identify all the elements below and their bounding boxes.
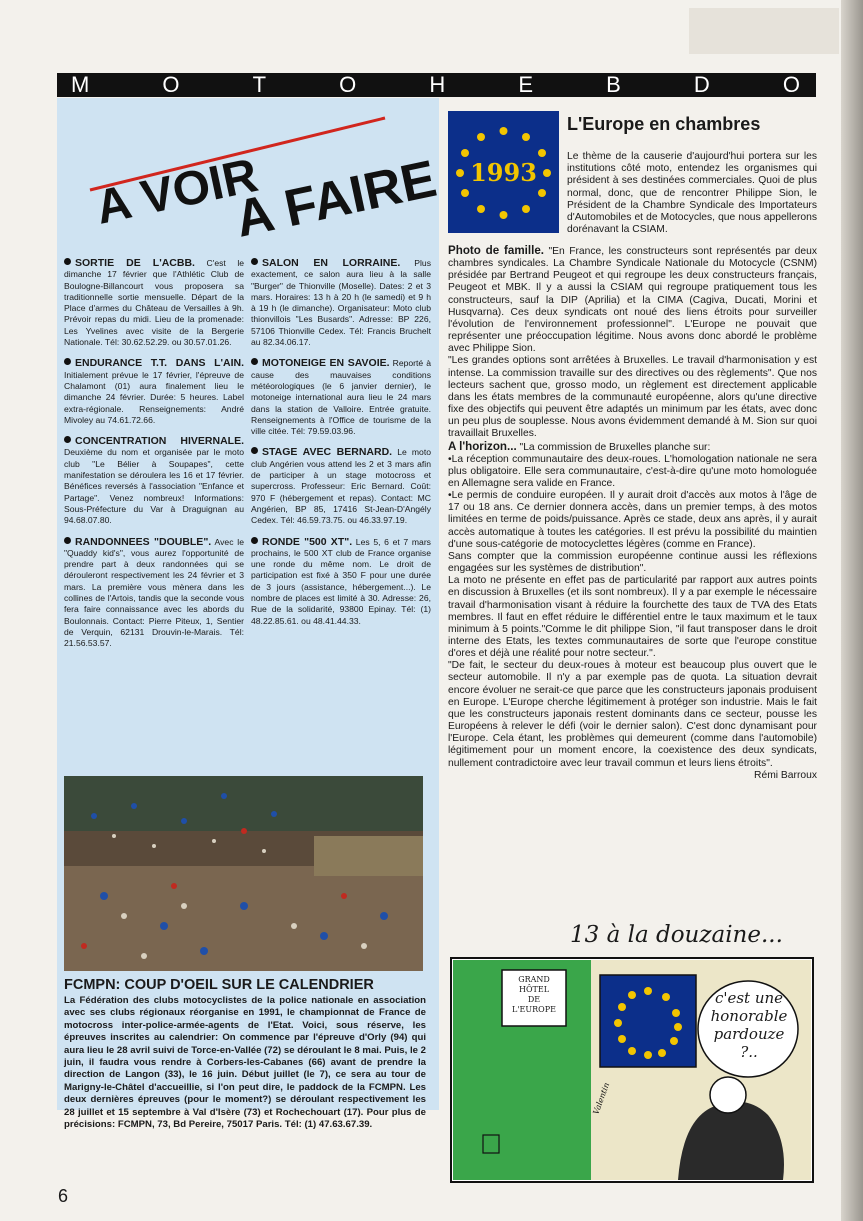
article-bullet: •La réception communautaire des deux-roues. L'homologation nationale ne sera plus obligatoire. Elle sera communautaire, c'est-à-dire qu'une moto homologuée en Allemagne sera valide en France. — [448, 453, 817, 489]
motocross-crowd-photo — [64, 776, 423, 971]
event-title: ENDURANCE T.T. DANS L'AIN. — [75, 357, 244, 370]
article-text: "La commission de Bruxelles planche sur: — [519, 441, 711, 453]
event-item — [251, 358, 431, 437]
cartoon-signature: Valentin — [591, 1081, 612, 1116]
fcmpn-box — [64, 977, 426, 1131]
events-column-left — [64, 258, 244, 660]
masthead-letter: D — [693, 72, 712, 97]
bullet-icon — [251, 447, 258, 454]
article-lead: Photo de famille. — [448, 244, 544, 257]
eu-1993-badge — [448, 111, 559, 233]
article-paragraph: Sans compter que la commission européenne continue aussi les réflexions engagées sur les systèmes de distribution". — [448, 550, 817, 575]
masthead-letter: M — [71, 72, 92, 97]
cartoon-title: 13 à la douzaine... — [570, 922, 783, 948]
cartoon-illustration — [448, 955, 816, 1185]
masthead-letter: B — [606, 72, 623, 97]
sign-line: GRAND — [518, 975, 550, 984]
event-item — [64, 358, 244, 426]
event-title: SALON EN LORRAINE. — [262, 257, 401, 269]
faded-corner-box — [689, 8, 839, 54]
event-item — [64, 436, 244, 526]
article-paragraph — [448, 245, 817, 355]
event-item — [251, 537, 431, 627]
event-text: Reporté à cause des mauvaises conditions météorologiques (le 6 janvier dernier), le motoneige international aura lieu le 24 mars dans la station de Valloire. Entrée gratuite. Renseignements à l'Office de tourisme de la ville citée. Tél: 79.59.03.96. — [251, 358, 432, 437]
event-text: Initialement prévue le 17 février, l'épreuve de Chalamont (01) aura finalement lieu le dimanche 24 février. Durée: 5 heures. Label extra-régionale. Renseignements: André Mivoley au 74.61.72.66. — [64, 369, 244, 425]
event-title: RONDE "500 XT". — [262, 535, 353, 548]
bullet-icon — [64, 258, 71, 265]
sign-line: HÔTEL — [518, 985, 550, 994]
event-text: Les 5, 6 et 7 mars prochains, le 500 XT club de France organise une ronde du même nom. Le droit de participation est fixé à 350 F pour une durée de 3 jours (assistance, hébergement...). Le nombre de places est limité à 30. Adresse: 26, Rue de la solidarité, 93800 Epinay. Tél: (1) 48.22.85.61. ou 48.41.44.33. — [251, 536, 431, 626]
article-intro: Le thème de la causerie d'aujourd'hui portera sur les institutions côté moto, entendez les organismes qui président à ses destinées commerciales. Quoi de plus normal, donc, que de rencontrer Philippe Sion, le Président de la Chambre Syndicale des Importateurs d'Automobiles et de Motocycles, que nous appellerons dorénavant la CSIAM. — [567, 151, 817, 236]
article-body — [448, 245, 817, 782]
bullet-icon — [251, 258, 258, 265]
event-title: SORTIE DE L'ACBB. — [75, 257, 195, 269]
article-paragraph: "De fait, le secteur du deux-roues à moteur est beaucoup plus ouvert que le secteur automobile. Il n'y a par exemple pas de quota. La situation devrait encore évoluer ne serait-ce que parce que les constructeurs japonais produisent en Europe. L'Europe cherche légitimement à protéger son industrie. Mais le fait que les constructeurs japonais restent dominants dans ce secteur, pousse les Européens à relever le défi (voir le dernier salon). C'est donc dynamisant pour l'Europe. Cela étant, les problèmes qui demeurent (comme dans l'automobile) légitimement pour un moment encore, la coexistence des deux syndicats, nullement contradictoire avec leur travail commun et leurs liens étroits". — [448, 660, 817, 769]
page-edge-shadow — [841, 0, 863, 1221]
event-text: C'est le dimanche 17 février que l'Athlétic Club de Boulogne-Billancourt vous proposera sa traditionnelle sortie mensuelle. Départ de la Place d'armes du Château de Versailles à 9h. Prévoir repas du midi. Lieu de la promenade: Les Yvelines avec visite de la Bergerie Nationale. Tél: 30.62.52.29. ou 30.57.01.26. — [64, 258, 245, 348]
masthead-letter: H — [429, 72, 448, 97]
eu-year: 1993 — [470, 158, 537, 187]
hero-title — [80, 112, 442, 254]
article-lead: A l'horizon... — [448, 439, 517, 453]
article-text: "En France, les constructeurs sont représentés par deux chambres syndicales. La Chambre Syndicale Nationale du Motocycle (CSNM) présidée par Bertrand Peugeot et qui regroupe les deux constructeurs français, Peugeot et MBK. Il y a aussi la CSIAM qui regroupe pratiquement tous les constructeurs, sauf la DIP (Aprilia) et la CIMA (Cagiva, Ducati, Morini et Husqvarna). Ces deux syndicats ont noué des liens étroits pour surveiller l'évolution de l'environnement professionnel". L'Europe ne pouvait que représenter une préoccupation légitime. Nous avons donc abordé le problème avec Philippe Sion. — [448, 246, 817, 355]
events-column-right — [251, 258, 431, 637]
event-text: Le moto club Angérien vous attend les 2 et 3 mars afin de participer à un stage motocross et supercross. Professeur: Eric Bernard. Coût: 970 F (hébergement et repas). Contact: MC Angérien, BP 85, 17416 St-Jean-D'Angély Cedex. Tél: 46.59.73.75. ou 46.33.97.19. — [251, 447, 431, 526]
masthead-letter: O — [162, 72, 182, 97]
event-item — [251, 447, 431, 526]
event-title: RANDONNEES "DOUBLE". — [75, 535, 212, 548]
masthead-letter: E — [518, 72, 535, 97]
event-title: MOTONEIGE EN SAVOIE. — [262, 357, 390, 370]
sign-line: DE — [527, 995, 541, 1004]
event-item — [251, 258, 431, 348]
event-text: Avec le "Quaddy kid's", vous aurez l'opportunité de prendre part à deux randonnées qui se dérouleront respectivement les 24 février et 3 mars. La première vous mènera dans les collines de l'Artois, tandis que la seconde vous fera faire connaissance avec les abords du Boulonnais. Contact: Pierre Piteux, 1, Sentier de Verquin, 62131 Drouvin-le-Marais. Tél: 21.56.53.57. — [64, 536, 244, 649]
article-bullet: •Le permis de conduire européen. Il y aurait droit d'accès aux motos à l'âge de 17 ou 18 ans. Ce dernier donnera accès, dans un premier temps, à des motos limitées en terme de poids/puissance. Après ce stade, deux ans après, il y aurait accès automatique à toutes les catégories. Il est prévu la possibilité du maintien d'une sous-catégorie de motocyclettes légères (comme en France). — [448, 490, 817, 550]
masthead-letter: T — [252, 72, 269, 97]
sign-line: L'EUROPE — [512, 1005, 556, 1014]
masthead-letter: O — [782, 72, 802, 97]
bullet-icon — [64, 358, 71, 365]
article-paragraph: La moto ne présente en effet pas de particularité par rapport aux autres points en discussion à Bruxelles (et ils sont nombreux). Il y a par exemple le nécessaire travail d'harmonisation visant à réduire la fourchette des taux de TVA des Etats membres. Il faut en effet réduire le différentiel entre le taux maximum et le taux minimum à 5 points."Comme le dit philippe Sion, "il faut transposer dans le droit interne des Etats, les textes communautaires de sorte que l'europe constitue d'ores et déjà une réalité pour notre secteur.". — [448, 575, 817, 660]
bullet-icon — [64, 537, 71, 544]
event-item — [64, 537, 244, 650]
bullet-icon — [251, 358, 258, 365]
article-title: L'Europe en chambres — [567, 114, 761, 134]
article-paragraph: "Les grandes options sont arrêtées à Bruxelles. Le travail d'harmonisation y est intense. La commission travaille sur des directives ou des règlements". Que nos lecteurs sachent que, grosso modo, un règlement est directement applicable dans les états membres de la communauté européenne, alors qu'une directive fixe des objectifs qui peuvent être adaptés un minimum par les états, avec donc un peu plus de souplesse. Nous avons évidemment demandé à M. Sion sur quoi travaillait Bruxelles. — [448, 355, 817, 440]
bullet-icon — [251, 537, 258, 544]
article-author: Rémi Barroux — [754, 769, 817, 781]
masthead-bar — [57, 73, 816, 97]
hero-line-1: A VOIR — [91, 148, 263, 235]
speech-bubble-text: c'est une honorable pardouze ?.. — [710, 989, 788, 1061]
event-text: Deuxième du nom et organisée par le moto club "Le Bélier à Soupapes", cette manifestation se déroulera les 16 et 17 février. Bénéfices reversés à l'association "Enfance et Partage". Venez nombreux! Informations: Sous-Préfecture du Var à Draguignan au 94.68.07.80. — [64, 447, 244, 526]
event-title: CONCENTRATION HIVERNALE. — [75, 435, 244, 448]
event-item — [64, 258, 244, 348]
masthead-letter: O — [339, 72, 359, 97]
event-text: Plus exactement, ce salon aura lieu à la salle "Burger" de Thionville (Moselle). Dates: 2 et 3 mars. Horaires: 13 h à 20 h (le samedi) et 9 h à 19 h (le dimanche). Organisateur: Moto club thionvillois "Les Busards". Adresse: BP 226, 57106 Thionville Cedex. Tél: Francis Bruchelt au 82.34.06.17. — [251, 258, 431, 348]
bullet-icon — [64, 436, 71, 443]
hero-line-2: A FAIRE — [230, 149, 442, 249]
fcmpn-title: FCMPN: COUP D'OEIL SUR LE CALENDRIER — [64, 977, 374, 993]
article-paragraph — [448, 441, 817, 454]
hotel-sign-text — [506, 975, 562, 1015]
fcmpn-text: La Fédération des clubs motocyclistes de la police nationale en association avec ses clubs régionaux réorganise en 1991, le championnat de France de motocross inter-police-armée-agents de l'Etat. Voici, sous réserve, les épreuves inscrites au calendrier: On commence par l'épreuve d'Orly (94) qui aura lieu le 28 avril suivi de Torce-en-Vallée (72) se déroulant le 8 mai. Puis, le 2 juin, il faudra vous rendre à Corbers-les-Cabanes (66) avant de prendre la direction de Langon (33), le 16 juin. Début juillet (le 7), ce sera au tour de Marigny-le-Châtel d'accueillie, si l'on peut dire, le paddock de la FCMPN. Les deux dernières épreuves (pour le moment?) se déroulant respectivement les 28 juillet et 15 septembre à Val d'Isère (73) et Rochechouart (17). Pour plus de précisions: FCMPN, 73, Bd Pereire, 75017 Paris. Tél: (1) 47.63.67.39. — [64, 995, 426, 1131]
event-title: STAGE AVEC BERNARD. — [262, 446, 393, 459]
page-number: 6 — [58, 1186, 69, 1206]
